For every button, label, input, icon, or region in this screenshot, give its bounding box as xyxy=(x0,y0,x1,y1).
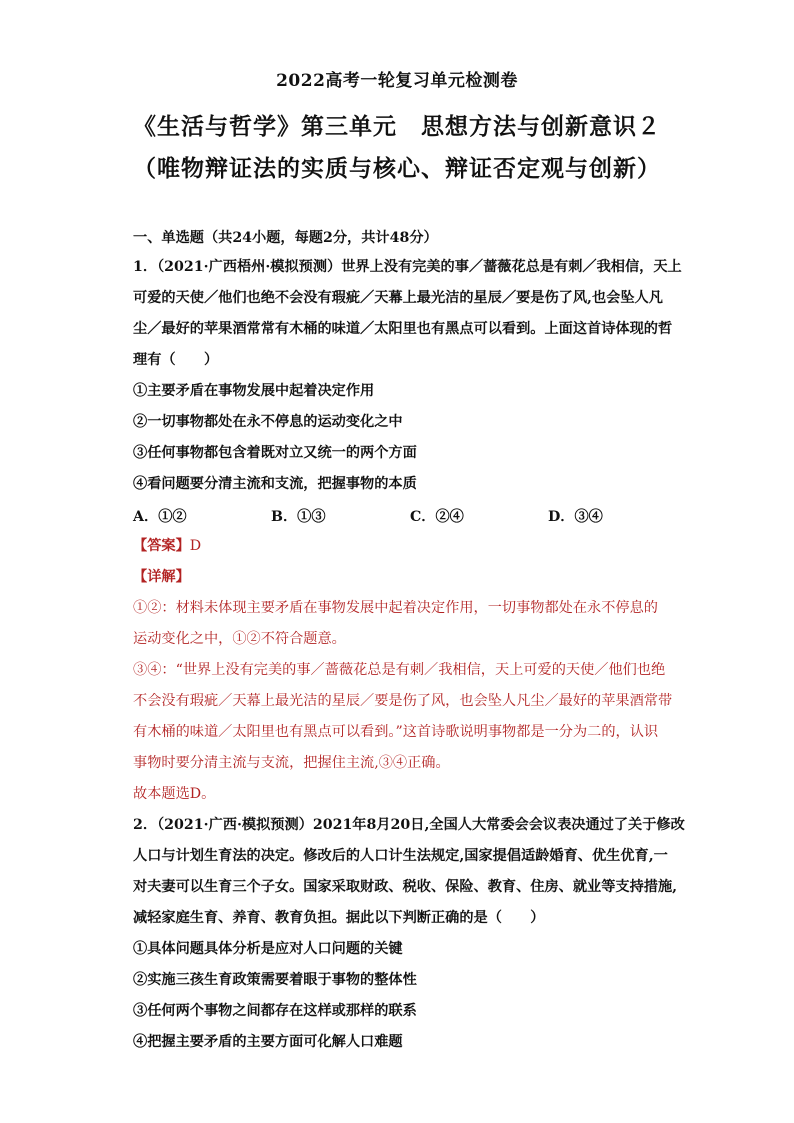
answer-label: 【答案】 xyxy=(133,538,190,554)
detail-line-1: ①②：材料未体现主要矛盾在事物发展中起着决定作用，一切事物都处在永不停息的 xyxy=(133,600,658,616)
q1-item-4: ④看问题要分清主流和支流，把握事物的本质 xyxy=(133,476,417,492)
q1-option-b: B．①③ xyxy=(271,509,326,525)
q2-stem-line-2: 人口与计划生育法的决定。修改后的人口计生法规定,国家提倡适龄婚育、优生优育,一 xyxy=(133,848,668,864)
unit-subtitle: （唯物辩证法的实质与核心、辩证否定观与创新） xyxy=(133,155,661,182)
q2-item-4: ④把握主要矛盾的主要方面可化解人口难题 xyxy=(133,1034,403,1050)
q1-stem-line-1: 1．（2021·广西梧州·模拟预测）世界上没有完美的事／蔷薇花总是有刺／我相信，天上 xyxy=(133,259,682,275)
answer-value: D xyxy=(189,538,202,554)
detail-line-3: ③④：“世界上没有完美的事／蔷薇花总是有刺／我相信，天上可爱的天使／他们也绝 xyxy=(133,662,666,678)
q1-answer xyxy=(133,537,201,555)
q1-option-c: C．②④ xyxy=(410,509,464,525)
detail-conclusion: 故本题选D。 xyxy=(133,786,216,802)
q1-item-2: ②一切事物都处在永不停息的运动变化之中 xyxy=(133,414,403,430)
q2-item-1: ①具体问题具体分析是应对人口问题的关键 xyxy=(133,941,403,957)
detail-line-2: 运动变化之中，①②不符合题意。 xyxy=(133,631,346,647)
detail-line-5: 有木桶的味道／太阳里也有黑点可以看到。”这首诗歌说明事物都是一分为二的，认识 xyxy=(133,724,659,740)
q1-item-1: ①主要矛盾在事物发展中起着决定作用 xyxy=(133,383,375,399)
q1-option-a: A．①② xyxy=(133,509,187,525)
detail-line-6: 事物时要分清主流与支流，把握住主流,③④正确。 xyxy=(133,755,450,771)
q1-stem-line-3: 尘／最好的苹果酒常常有木桶的味道／太阳里也有黑点可以看到。上面这首诗体现的哲 xyxy=(133,321,673,337)
q1-option-d: D．③④ xyxy=(548,509,603,525)
exam-title: 2022高考一轮复习单元检测卷 xyxy=(276,71,518,91)
q2-stem-line-3: 对夫妻可以生育三个子女。国家采取财政、税收、保险、教育、住房、就业等支持措施, xyxy=(133,879,678,895)
q1-stem-line-2: 可爱的天使／他们也绝不会没有瑕疵／天幕上最光洁的星辰／要是伤了风,也会坠人凡 xyxy=(133,290,663,306)
q2-item-3: ③任何两个事物之间都存在这样或那样的联系 xyxy=(133,1003,417,1019)
unit-title: 《生活与哲学》第三单元 思想方法与创新意识２ xyxy=(133,113,661,140)
q1-item-3: ③任何事物都包含着既对立又统一的两个方面 xyxy=(133,445,417,461)
q2-stem-line-4: 减轻家庭生育、养育、教育负担。据此以下判断正确的是（ ） xyxy=(133,910,545,926)
detail-line-4: 不会没有瑕疵／天幕上最光洁的星辰／要是伤了风，也会坠人凡尘／最好的苹果酒常带 xyxy=(133,693,673,709)
q1-stem-line-4: 理有（ ） xyxy=(133,352,219,368)
q2-item-2: ②实施三孩生育政策需要着眼于事物的整体性 xyxy=(133,972,417,988)
section-heading: 一、单选题（共24小题，每题2分，共计48分） xyxy=(133,230,438,246)
detail-label: 【详解】 xyxy=(133,569,190,585)
q2-stem-line-1: 2．（2021·广西·模拟预测）2021年8月20日,全国人大常委会会议表决通过了关于修改 xyxy=(133,817,685,833)
